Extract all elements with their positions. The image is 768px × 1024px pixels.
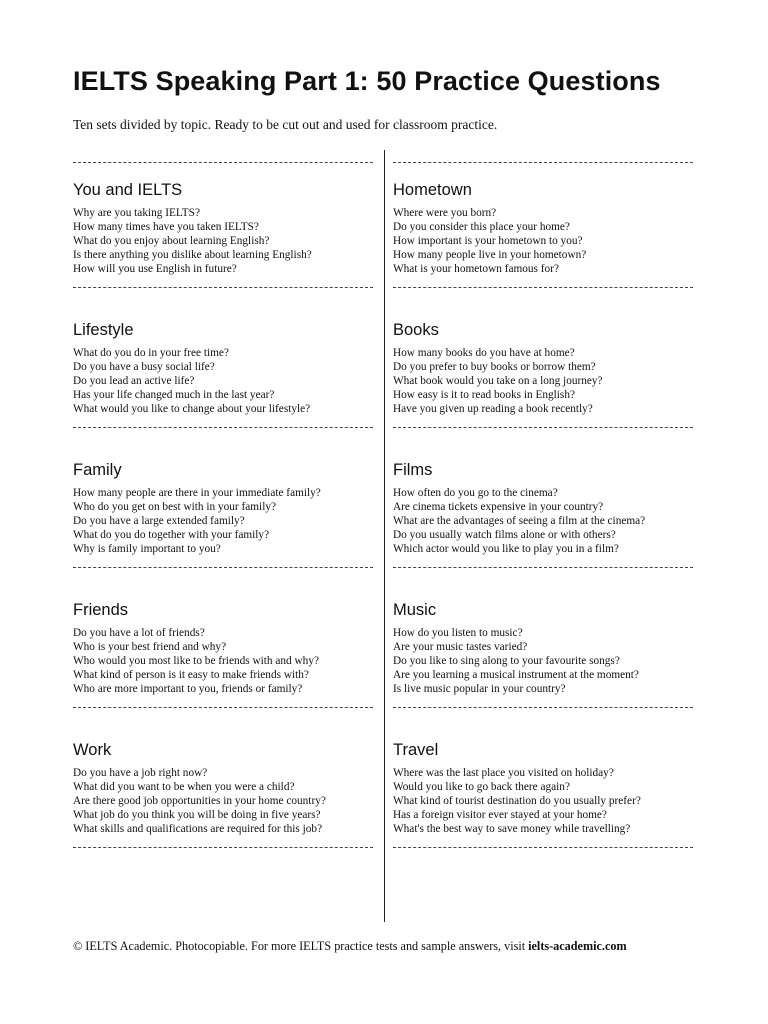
question: Is live music popular in your country? xyxy=(393,683,566,695)
question: Would you like to go back there again? xyxy=(393,781,570,793)
cut-line xyxy=(393,847,693,848)
question: Do you have a busy social life? xyxy=(73,361,215,373)
page-subtitle: Ten sets divided by topic. Ready to be cut out and used for classroom practice. xyxy=(73,117,498,132)
question: Who would you most like to be friends with and why? xyxy=(73,655,319,667)
question: Why are you taking IELTS? xyxy=(73,207,200,219)
question: Do you consider this place your home? xyxy=(393,221,570,233)
topic-card-travel xyxy=(393,723,693,863)
question: How many books do you have at home? xyxy=(393,347,575,359)
question-list xyxy=(73,626,373,696)
question: Has your life changed much in the last year? xyxy=(73,389,275,401)
question-list xyxy=(393,206,693,276)
question-list xyxy=(73,206,373,276)
topic-title: Work xyxy=(73,741,112,759)
question: How many times have you taken IELTS? xyxy=(73,221,259,233)
question: Do you usually watch films alone or with others? xyxy=(393,529,616,541)
topic-title: You and IELTS xyxy=(73,181,183,199)
topic-title: Travel xyxy=(393,741,439,759)
question: What kind of person is it easy to make friends with? xyxy=(73,669,309,681)
topic-title: Music xyxy=(393,601,437,619)
question: Are cinema tickets expensive in your country? xyxy=(393,501,604,513)
footer-link[interactable]: ielts-academic.com xyxy=(528,939,627,953)
question: Are your music tastes varied? xyxy=(393,641,528,653)
question: Where was the last place you visited on holiday? xyxy=(393,767,614,779)
question: Have you given up reading a book recently? xyxy=(393,403,593,415)
footer-text: © IELTS Academic. Photocopiable. For more IELTS practice tests and sample answers, visit xyxy=(73,939,529,953)
topic-card-work xyxy=(73,723,373,863)
question: What kind of tourist destination do you usually prefer? xyxy=(393,795,641,807)
cut-line xyxy=(73,707,373,708)
question: Has a foreign visitor ever stayed at your home? xyxy=(393,809,607,821)
topic-card-friends xyxy=(73,583,373,723)
question: What do you do in your free time? xyxy=(73,347,229,359)
question: What would you like to change about your lifestyle? xyxy=(73,403,311,415)
question: How often do you go to the cinema? xyxy=(393,487,558,499)
question: What book would you take on a long journey? xyxy=(393,375,603,387)
question-list xyxy=(73,766,373,836)
cut-line xyxy=(73,287,373,288)
topic-card-family xyxy=(73,443,373,583)
question: How important is your hometown to you? xyxy=(393,235,583,247)
topic-card-hometown xyxy=(393,163,693,303)
topic-card-films xyxy=(393,443,693,583)
cut-line xyxy=(393,567,693,568)
topic-title: Family xyxy=(73,461,122,479)
question: What's the best way to save money while travelling? xyxy=(393,823,631,835)
question: Do you lead an active life? xyxy=(73,375,195,387)
cut-line xyxy=(393,287,693,288)
question: How many people are there in your immediate family? xyxy=(73,487,321,499)
question: Do you prefer to buy books or borrow them? xyxy=(393,361,596,373)
topic-card-lifestyle xyxy=(73,303,373,443)
right-column xyxy=(393,150,693,863)
question: Which actor would you like to play you in a film? xyxy=(393,543,619,555)
topic-title: Friends xyxy=(73,601,129,619)
question: What did you want to be when you were a child? xyxy=(73,781,295,793)
footer xyxy=(73,938,627,954)
question-list xyxy=(393,346,693,416)
cut-line xyxy=(73,427,373,428)
question: Where were you born? xyxy=(393,207,497,219)
question: Do you like to sing along to your favourite songs? xyxy=(393,655,620,667)
question: Who is your best friend and why? xyxy=(73,641,227,653)
question-list xyxy=(73,486,373,556)
question-list xyxy=(393,766,693,836)
topic-title: Lifestyle xyxy=(73,321,134,339)
question: What are the advantages of seeing a film at the cinema? xyxy=(393,515,646,527)
question: Do you have a large extended family? xyxy=(73,515,245,527)
cut-line xyxy=(393,707,693,708)
cut-line xyxy=(73,567,373,568)
column-divider xyxy=(384,150,385,922)
question: Who do you get on best with in your family? xyxy=(73,501,276,513)
question: Is there anything you dislike about learning English? xyxy=(73,249,312,261)
question: How will you use English in future? xyxy=(73,263,237,275)
question: Who are more important to you, friends or family? xyxy=(73,683,303,695)
cut-line xyxy=(393,427,693,428)
topic-title: Books xyxy=(393,321,439,339)
cut-line xyxy=(73,847,373,848)
question: What do you do together with your family? xyxy=(73,529,270,541)
topic-card-books xyxy=(393,303,693,443)
question: What do you enjoy about learning English? xyxy=(73,235,270,247)
question: What job do you think you will be doing in five years? xyxy=(73,809,321,821)
topic-title: Hometown xyxy=(393,181,472,199)
question-list xyxy=(393,626,693,696)
page-title: IELTS Speaking Part 1: 50 Practice Questions xyxy=(73,66,661,96)
question-list xyxy=(73,346,373,416)
question: Are you learning a musical instrument at the moment? xyxy=(393,669,639,681)
question: Do you have a lot of friends? xyxy=(73,627,205,639)
question: What is your hometown famous for? xyxy=(393,263,559,275)
question: How easy is it to read books in English? xyxy=(393,389,575,401)
topic-card-you-and-ielts xyxy=(73,163,373,303)
question: Are there good job opportunities in your home country? xyxy=(73,795,326,807)
topic-card-music xyxy=(393,583,693,723)
question: Do you have a job right now? xyxy=(73,767,208,779)
question: Why is family important to you? xyxy=(73,543,221,555)
question: How many people live in your hometown? xyxy=(393,249,587,261)
question: How do you listen to music? xyxy=(393,627,523,639)
question: What skills and qualifications are required for this job? xyxy=(73,823,323,835)
left-column xyxy=(73,150,373,863)
topic-title: Films xyxy=(393,461,433,479)
question-list xyxy=(393,486,693,556)
